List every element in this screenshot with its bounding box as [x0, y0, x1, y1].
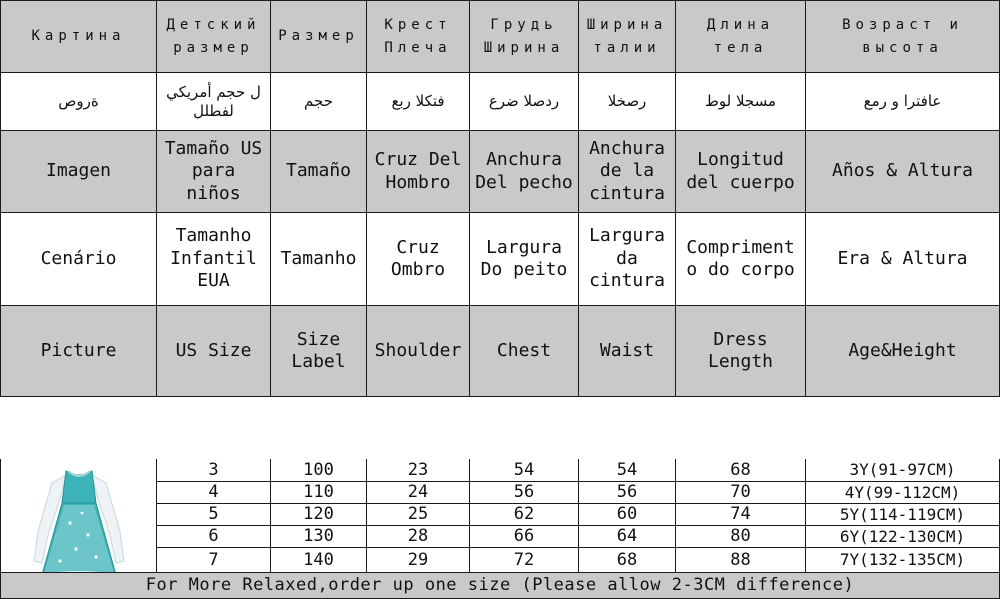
cell-age-height: 3Y(91-97CM): [806, 459, 1000, 482]
header-ru-length: Длина тела: [676, 0, 806, 73]
header-es-us-size: Tamaño US para niños: [157, 131, 271, 213]
cell-dress-length: 88: [676, 548, 806, 573]
header-en-picture: Picture: [0, 306, 157, 397]
cell-dress-length: 80: [676, 526, 806, 548]
header-ru-waist: Ширина талии: [579, 0, 676, 73]
header-pt-length: Compriment o do corpo: [676, 213, 806, 306]
header-ar-size: حجم: [271, 73, 367, 131]
header-es-length: Longitud del cuerpo: [676, 131, 806, 213]
header-ru-size: Размер: [271, 0, 367, 73]
header-en-waist: Waist: [579, 306, 676, 397]
cell-us-size: 4: [157, 482, 271, 504]
cell-waist: 64: [579, 526, 676, 548]
cell-size-label: 100: [271, 459, 367, 482]
header-ar-picture: ةروص: [0, 73, 157, 131]
cell-age-height: 7Y(132-135CM): [806, 548, 1000, 573]
header-pt-age: Era & Altura: [806, 213, 1000, 306]
cell-waist: 60: [579, 504, 676, 526]
cell-age-height: 5Y(114-119CM): [806, 504, 1000, 526]
cell-age-height: 6Y(122-130CM): [806, 526, 1000, 548]
cell-chest: 56: [470, 482, 579, 504]
header-ru-picture: Картина: [0, 0, 157, 73]
header-es-picture: Imagen: [0, 131, 157, 213]
cell-dress-length: 68: [676, 459, 806, 482]
header-pt-picture: Cenário: [0, 213, 157, 306]
header-ar-age: عافترا و رمع: [806, 73, 1000, 131]
header-en-us-size: US Size: [157, 306, 271, 397]
header-ru-shoulder: Крест Плеча: [367, 0, 470, 73]
header-en-length: Dress Length: [676, 306, 806, 397]
header-ar-chest: ردصلا ضرع: [470, 73, 579, 131]
cell-us-size: 5: [157, 504, 271, 526]
header-ru-age: Возраст и высота: [806, 0, 1000, 73]
header-ar-shoulder: فتكلا ربع: [367, 73, 470, 131]
cell-waist: 54: [579, 459, 676, 482]
dress-illustration: [4, 459, 154, 573]
header-ar-waist: رصخلا: [579, 73, 676, 131]
header-es-size: Tamaño: [271, 131, 367, 213]
header-pt-waist: Largura da cintura: [579, 213, 676, 306]
cell-dress-length: 74: [676, 504, 806, 526]
header-es-age: Años & Altura: [806, 131, 1000, 213]
cell-us-size: 6: [157, 526, 271, 548]
cell-chest: 54: [470, 459, 579, 482]
cell-shoulder: 24: [367, 482, 470, 504]
header-ar-length: مسجلا لوط: [676, 73, 806, 131]
cell-size-label: 130: [271, 526, 367, 548]
cell-shoulder: 28: [367, 526, 470, 548]
cell-us-size: 7: [157, 548, 271, 573]
cell-chest: 66: [470, 526, 579, 548]
footer-note: For More Relaxed,order up one size (Please allow 2-3CM difference): [0, 573, 1000, 599]
header-ru-chest: Грудь Ширина: [470, 0, 579, 73]
cell-size-label: 120: [271, 504, 367, 526]
header-pt-chest: Largura Do peito: [470, 213, 579, 306]
header-pt-us-size: Tamanho Infantil EUA: [157, 213, 271, 306]
header-ru-us-size: Детский размер: [157, 0, 271, 73]
header-es-waist: Anchura de la cintura: [579, 131, 676, 213]
header-pt-size: Tamanho: [271, 213, 367, 306]
header-es-chest: Anchura Del pecho: [470, 131, 579, 213]
cell-waist: 68: [579, 548, 676, 573]
cell-shoulder: 25: [367, 504, 470, 526]
cell-chest: 72: [470, 548, 579, 573]
dress-photo: [0, 459, 157, 573]
header-pt-shoulder: Cruz Ombro: [367, 213, 470, 306]
header-ar-us-size: ل حجم أمريكي لفطلل: [157, 73, 271, 131]
cell-dress-length: 70: [676, 482, 806, 504]
header-en-shoulder: Shoulder: [367, 306, 470, 397]
cell-waist: 56: [579, 482, 676, 504]
header-en-size: Size Label: [271, 306, 367, 397]
header-en-chest: Chest: [470, 306, 579, 397]
cell-age-height: 4Y(99-112CM): [806, 482, 1000, 504]
cell-shoulder: 23: [367, 459, 470, 482]
cell-size-label: 140: [271, 548, 367, 573]
header-en-age: Age&Height: [806, 306, 1000, 397]
cell-chest: 62: [470, 504, 579, 526]
cell-size-label: 110: [271, 482, 367, 504]
cell-us-size: 3: [157, 459, 271, 482]
header-es-shoulder: Cruz Del Hombro: [367, 131, 470, 213]
cell-shoulder: 29: [367, 548, 470, 573]
